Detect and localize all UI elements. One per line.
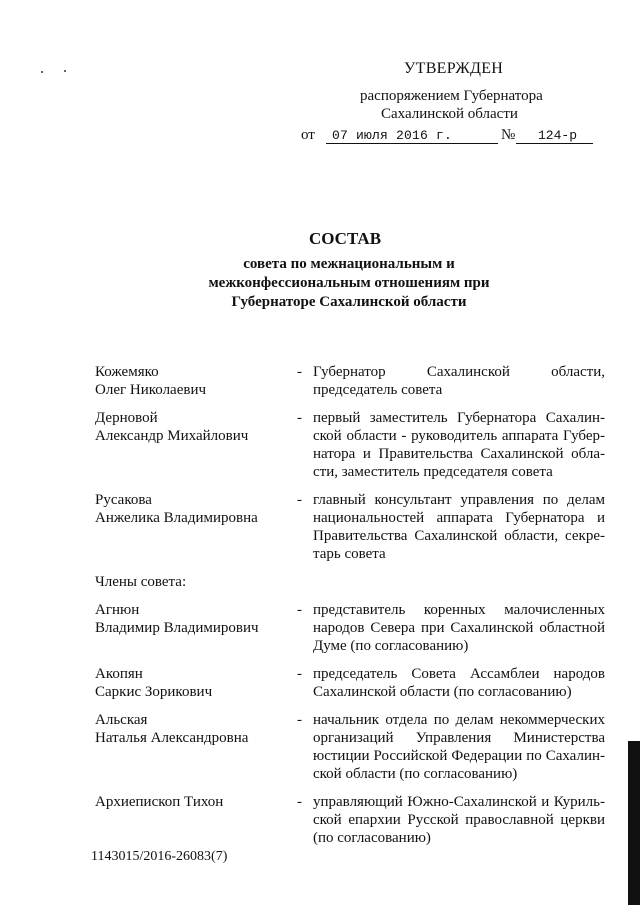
member-surname: Агнюн (95, 602, 140, 618)
role-line: начальник отдела по делам некоммерческих (313, 712, 605, 728)
member-given-name: Саркис Зорикович (95, 684, 213, 700)
approval-date-row (301, 127, 601, 149)
member-role (313, 665, 605, 701)
role-line: юстиции Российской Федерации по Сахалин- (313, 748, 605, 764)
from-label: от (301, 127, 315, 143)
role-line: ской епархии Русской православной церкви (313, 812, 605, 828)
member-name (95, 363, 295, 399)
dash-separator: - (297, 666, 302, 682)
member-role (313, 793, 605, 847)
approval-line-1: распоряжением Губернатора (360, 88, 543, 104)
role-line: первый заместитель Губернатора Сахалин- (313, 410, 605, 426)
member-surname: Акопян (95, 666, 143, 682)
role-line: Сахалинской области (по согласованию) (313, 684, 572, 700)
member-entry (95, 793, 605, 847)
dash-separator: - (297, 410, 302, 426)
member-given-name: Александр Михайлович (95, 428, 249, 444)
composition-heading (0, 229, 640, 312)
member-name (95, 491, 295, 527)
member-given-name: Наталья Александровна (95, 730, 249, 746)
dash-separator: - (297, 712, 302, 728)
council-members-list (95, 358, 605, 847)
member-entry (95, 363, 605, 399)
dash-separator: - (297, 602, 302, 618)
approval-date: 07 июля 2016 г. (326, 128, 498, 144)
role-line: главный консультант управления по делам (313, 492, 605, 508)
member-given-name: Олег Николаевич (95, 382, 207, 398)
role-line: тарь совета (313, 546, 386, 562)
member-given-name: Владимир Владимирович (95, 620, 259, 636)
member-name (95, 665, 295, 701)
member-role (313, 363, 605, 399)
member-role (313, 491, 605, 563)
member-entry (95, 711, 605, 783)
subtitle-line: Губернаторе Сахалинской области (231, 294, 467, 310)
document-code: 1143015/2016-26083(7) (91, 849, 228, 864)
member-entry (95, 665, 605, 701)
composition-subtitle (58, 255, 640, 312)
role-line: ской области (по согласованию) (313, 766, 518, 782)
member-role (313, 711, 605, 783)
role-line: ской области - руководитель аппарата Губер- (313, 428, 605, 444)
role-line: организаций Управления Министерства (313, 730, 605, 746)
role-line: Губернатор Сахалинской области, (313, 364, 605, 380)
member-name (95, 601, 295, 637)
role-line: представитель коренных малочисленных (313, 602, 605, 618)
scan-speck (41, 71, 43, 73)
composition-title: СОСТАВ (308, 229, 382, 248)
approval-number: 124-р (516, 128, 593, 144)
role-line: председатель Совета Ассамблеи народов (313, 666, 605, 682)
member-surname: Русакова (95, 492, 152, 508)
role-line: управляющий Южно-Сахалинской и Куриль- (313, 794, 605, 810)
role-line: национальностей аппарата Губернатора и (313, 510, 605, 526)
member-entry (95, 491, 605, 563)
role-line: (по согласованию) (313, 830, 431, 846)
approval-title: УТВЕРЖДЕН (404, 60, 504, 77)
role-line: народов Севера при Сахалинской областной (313, 620, 605, 636)
dash-separator: - (297, 364, 302, 380)
member-role (313, 601, 605, 655)
member-surname: Кожемяко (95, 364, 159, 380)
subtitle-line: совета по межнациональным и (243, 256, 455, 272)
member-surname: Архиепископ Тихон (95, 794, 224, 810)
scan-speck (64, 70, 66, 72)
scan-edge-mark (628, 741, 640, 905)
number-label: № (501, 127, 516, 143)
member-surname: Альская (95, 712, 148, 728)
role-line: Думе (по согласованию) (313, 638, 469, 654)
member-name (95, 409, 295, 445)
member-given-name: Анжелика Владимировна (95, 510, 258, 526)
member-surname: Дерновой (95, 410, 158, 426)
member-role (313, 409, 605, 481)
role-line: сти, заместитель председателя совета (313, 464, 553, 480)
member-name (95, 711, 295, 747)
approval-line-2: Сахалинской области (381, 106, 518, 122)
member-entry (95, 409, 605, 481)
role-line: Правительства Сахалинской области, секре- (313, 528, 605, 544)
members-heading: Члены совета: (95, 574, 187, 590)
member-name (95, 793, 295, 811)
dash-separator: - (297, 492, 302, 508)
role-line: натора и Правительства Сахалинской обла- (313, 446, 605, 462)
dash-separator: - (297, 794, 302, 810)
subtitle-line: межконфессиональным отношениям при (208, 275, 490, 291)
member-entry (95, 601, 605, 655)
role-line: председатель совета (313, 382, 443, 398)
